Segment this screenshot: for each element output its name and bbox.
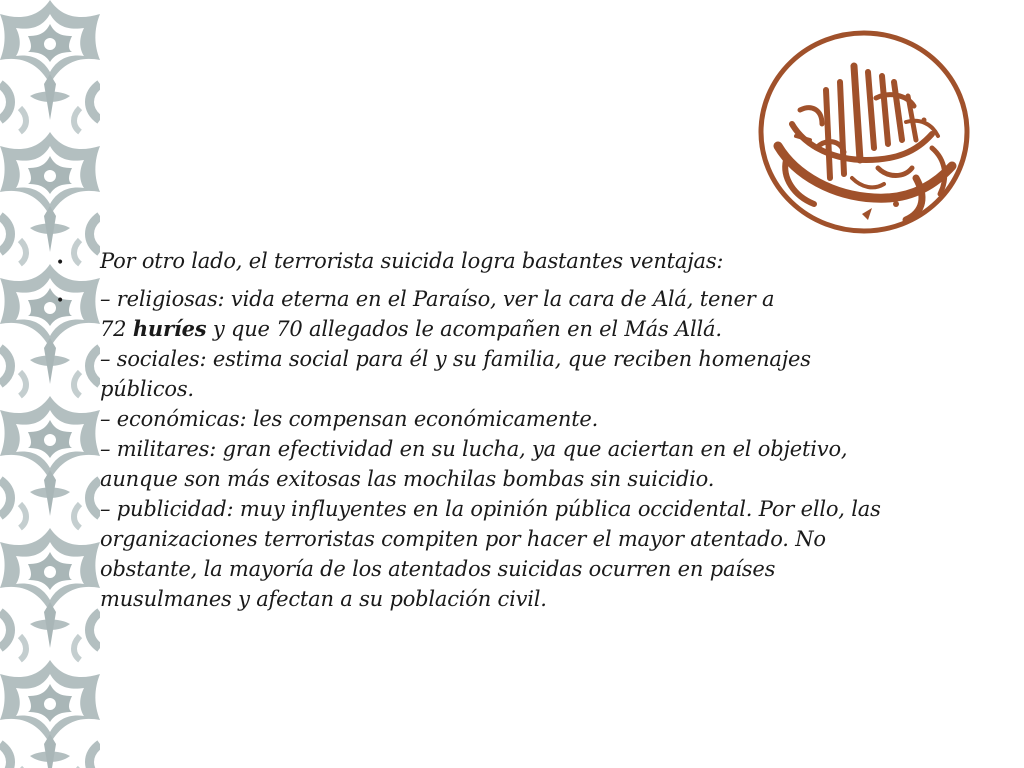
text-line: Por otro lado, el terrorista suicida logra bastantes ventajas: xyxy=(100,249,724,273)
text-line: – religiosas: vida eterna en el Paraíso, ver la cara de Alá, tener a xyxy=(100,287,775,311)
bold-term-huries: huríes xyxy=(132,316,207,341)
calligraphy-seal-svg xyxy=(756,28,972,236)
bullet-item-advantages xyxy=(56,284,976,614)
bullet-icon: • xyxy=(56,293,65,309)
bullet-text-intro xyxy=(100,246,723,276)
bullet-item-intro xyxy=(56,246,976,278)
text-line: musulmanes y afectan a su población civil. xyxy=(100,587,547,611)
bismillah-calligraphy-seal xyxy=(756,28,972,236)
text-line: organizaciones terroristas compiten por hacer el mayor atentado. No xyxy=(100,527,826,551)
bullet-icon: • xyxy=(56,255,65,271)
text-line-with-bold xyxy=(100,314,881,344)
text-fragment: y que 70 allegados le acompañen en el Más Allá. xyxy=(206,317,722,341)
text-line: aunque son más exitosas las mochilas bombas sin suicidio. xyxy=(100,467,715,491)
text-line: – económicas: les compensan económicamente. xyxy=(100,407,599,431)
text-fragment: 72 xyxy=(100,317,133,341)
text-line: – militares: gran efectividad en su lucha, ya que aciertan en el objetivo, xyxy=(100,437,848,461)
text-line: públicos. xyxy=(100,377,194,401)
text-line: obstante, la mayoría de los atentados suicidas ocurren en países xyxy=(100,557,776,581)
text-line: – publicidad: muy influyentes en la opinión pública occidental. Por ello, las xyxy=(100,497,881,521)
bullet-text-advantages xyxy=(100,284,881,614)
text-line: – sociales: estima social para él y su familia, que reciben homenajes xyxy=(100,347,811,371)
slide-body xyxy=(56,246,976,614)
